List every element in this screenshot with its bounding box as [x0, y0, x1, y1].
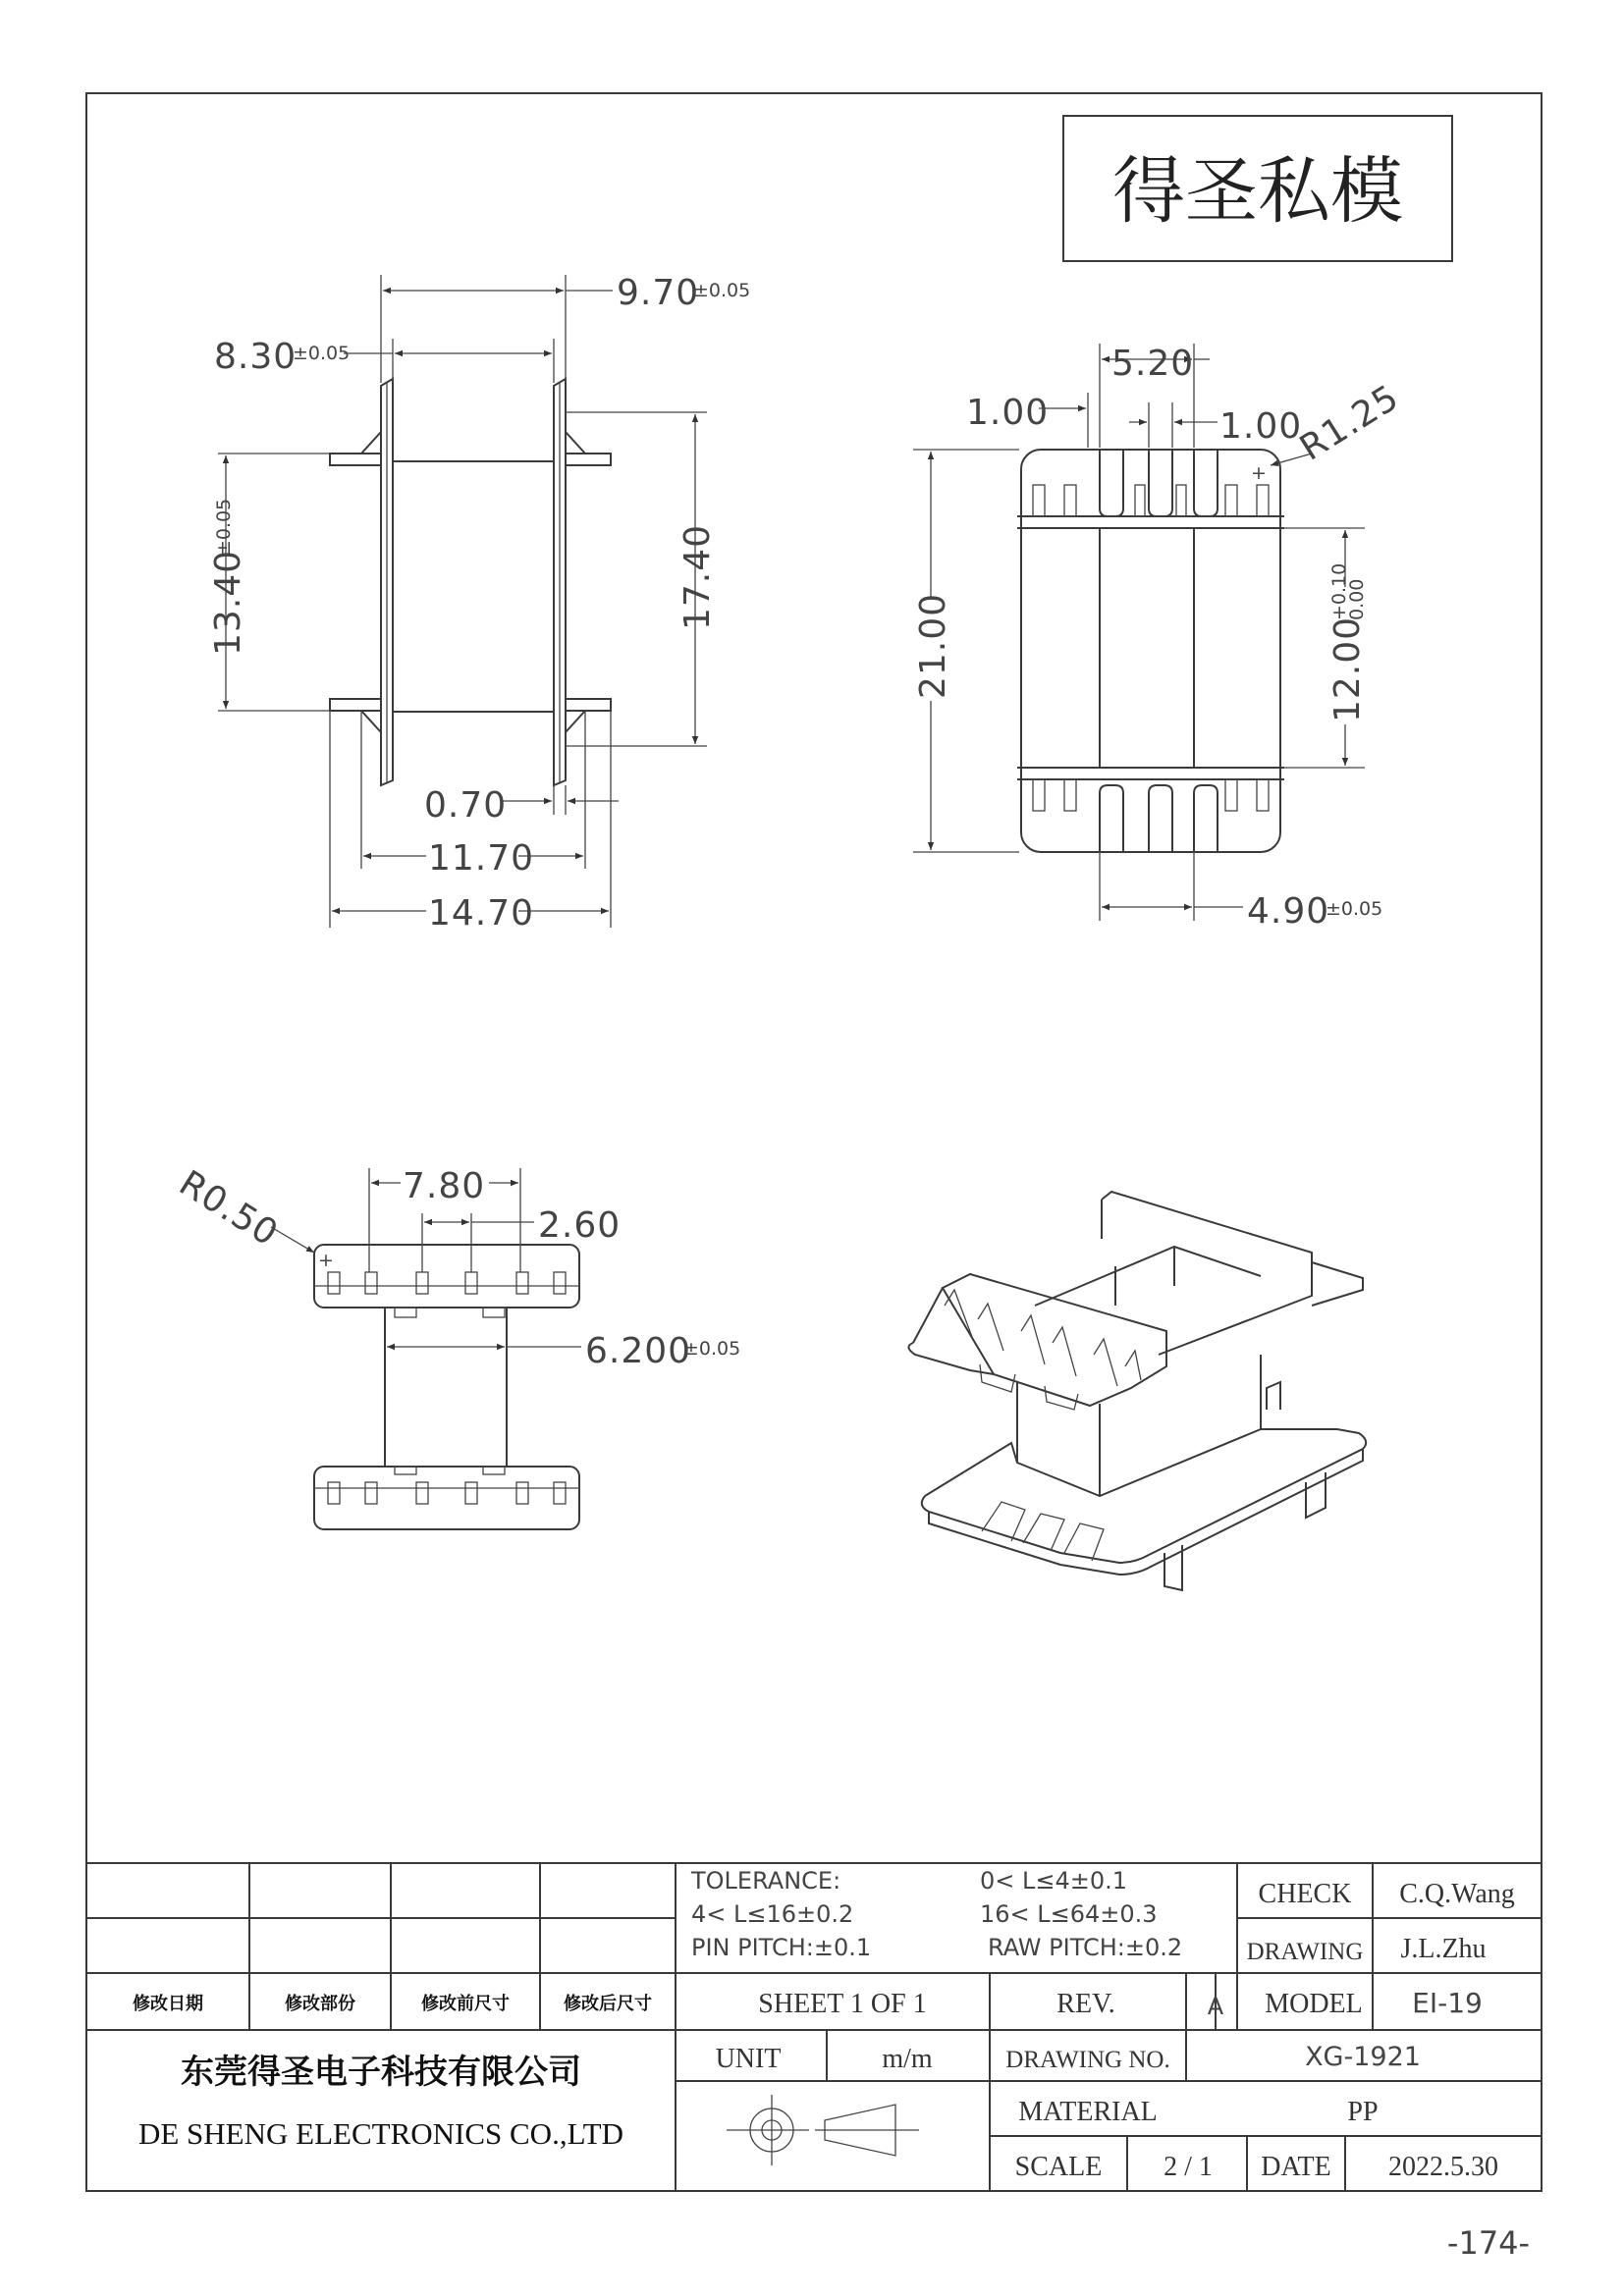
svg-text:±0.05: ±0.05	[293, 343, 351, 364]
title-block	[86, 1863, 1542, 2191]
svg-text:8.30: 8.30	[214, 337, 298, 377]
svg-text:SCALE: SCALE	[1014, 2152, 1103, 2182]
svg-text:2 / 1: 2 / 1	[1164, 2152, 1213, 2182]
svg-text:0.00: 0.00	[1346, 578, 1368, 620]
svg-text:9.70: 9.70	[617, 273, 700, 313]
svg-text:A: A	[1207, 1993, 1224, 2020]
bottom-view	[172, 1162, 740, 1529]
svg-text:EI-19: EI-19	[1412, 1987, 1483, 2019]
svg-text:±0.05: ±0.05	[683, 1338, 741, 1360]
svg-text:2.60: 2.60	[538, 1205, 622, 1246]
svg-text:±0.05: ±0.05	[1326, 898, 1383, 920]
svg-text:6.200: 6.200	[585, 1331, 692, 1371]
svg-text:MODEL: MODEL	[1265, 1989, 1363, 2019]
company-name-cn: 东莞得圣电子科技有限公司	[181, 2053, 581, 2092]
svg-text:5.20: 5.20	[1111, 344, 1195, 384]
svg-text:UNIT: UNIT	[715, 2044, 782, 2074]
svg-text:修改后尺寸: 修改后尺寸	[564, 1994, 652, 2014]
svg-text:C.Q.Wang: C.Q.Wang	[1399, 1879, 1515, 1909]
svg-text:RAW PITCH:±0.2: RAW PITCH:±0.2	[988, 1934, 1183, 1961]
svg-text:14.70: 14.70	[428, 893, 535, 934]
svg-text:修改日期: 修改日期	[133, 1994, 203, 2014]
svg-text:±0.05: ±0.05	[213, 498, 235, 556]
projection-symbol	[727, 2095, 919, 2165]
svg-text:+0.10: +0.10	[1328, 562, 1350, 620]
page-number: -174-	[1446, 2224, 1531, 2262]
svg-text:17.40: 17.40	[677, 523, 718, 630]
svg-text:修改前尺寸: 修改前尺寸	[421, 1994, 510, 2014]
svg-text:0.70: 0.70	[424, 785, 508, 826]
svg-text:REV.: REV.	[1056, 1989, 1115, 2019]
front-view-top-right	[911, 344, 1406, 932]
svg-text:+: +	[318, 1250, 334, 1271]
svg-text:MATERIAL: MATERIAL	[1018, 2097, 1158, 2127]
svg-text:1.00: 1.00	[1219, 406, 1303, 447]
side-view-top-left	[208, 273, 750, 934]
stamp-box	[1063, 116, 1452, 261]
svg-text:CHECK: CHECK	[1258, 1879, 1352, 1909]
svg-text:7.80: 7.80	[403, 1166, 486, 1206]
svg-text:±0.05: ±0.05	[693, 280, 751, 301]
svg-text:2022.5.30: 2022.5.30	[1388, 2152, 1498, 2182]
svg-text:XG-1921: XG-1921	[1305, 2042, 1421, 2072]
svg-text:DRAWING: DRAWING	[1246, 1939, 1364, 1965]
svg-text:DATE: DATE	[1261, 2152, 1331, 2182]
svg-text:m/m: m/m	[882, 2044, 933, 2074]
svg-text:4< L≤16±0.2: 4< L≤16±0.2	[691, 1900, 854, 1928]
svg-text:SHEET 1 OF 1: SHEET 1 OF 1	[758, 1989, 927, 2019]
stamp-label: 得圣私模	[1112, 149, 1403, 234]
svg-text:修改部份: 修改部份	[285, 1994, 355, 2014]
company-name-en: DE SHENG ELECTRONICS CO.,LTD	[137, 2116, 624, 2151]
svg-text:J.L.Zhu: J.L.Zhu	[1400, 1934, 1487, 1964]
svg-text:TOLERANCE:: TOLERANCE:	[691, 1867, 841, 1895]
svg-text:1.00: 1.00	[966, 393, 1050, 433]
svg-text:11.70: 11.70	[428, 838, 535, 879]
svg-text:+: +	[1251, 462, 1267, 484]
svg-text:PIN PITCH:±0.1: PIN PITCH:±0.1	[691, 1934, 872, 1961]
svg-text:DRAWING NO.: DRAWING NO.	[1005, 2047, 1170, 2073]
svg-text:PP: PP	[1347, 2097, 1379, 2127]
svg-text:16< L≤64±0.3: 16< L≤64±0.3	[980, 1900, 1158, 1928]
svg-text:12.00: 12.00	[1327, 615, 1368, 722]
svg-text:21.00: 21.00	[913, 592, 953, 699]
svg-text:13.40: 13.40	[208, 549, 248, 656]
svg-text:R1.25: R1.25	[1293, 377, 1407, 469]
svg-text:0< L≤4±0.1: 0< L≤4±0.1	[980, 1867, 1128, 1895]
isometric-view	[908, 1192, 1366, 1590]
svg-text:4.90: 4.90	[1247, 891, 1330, 932]
svg-text:R0.50: R0.50	[172, 1162, 286, 1255]
